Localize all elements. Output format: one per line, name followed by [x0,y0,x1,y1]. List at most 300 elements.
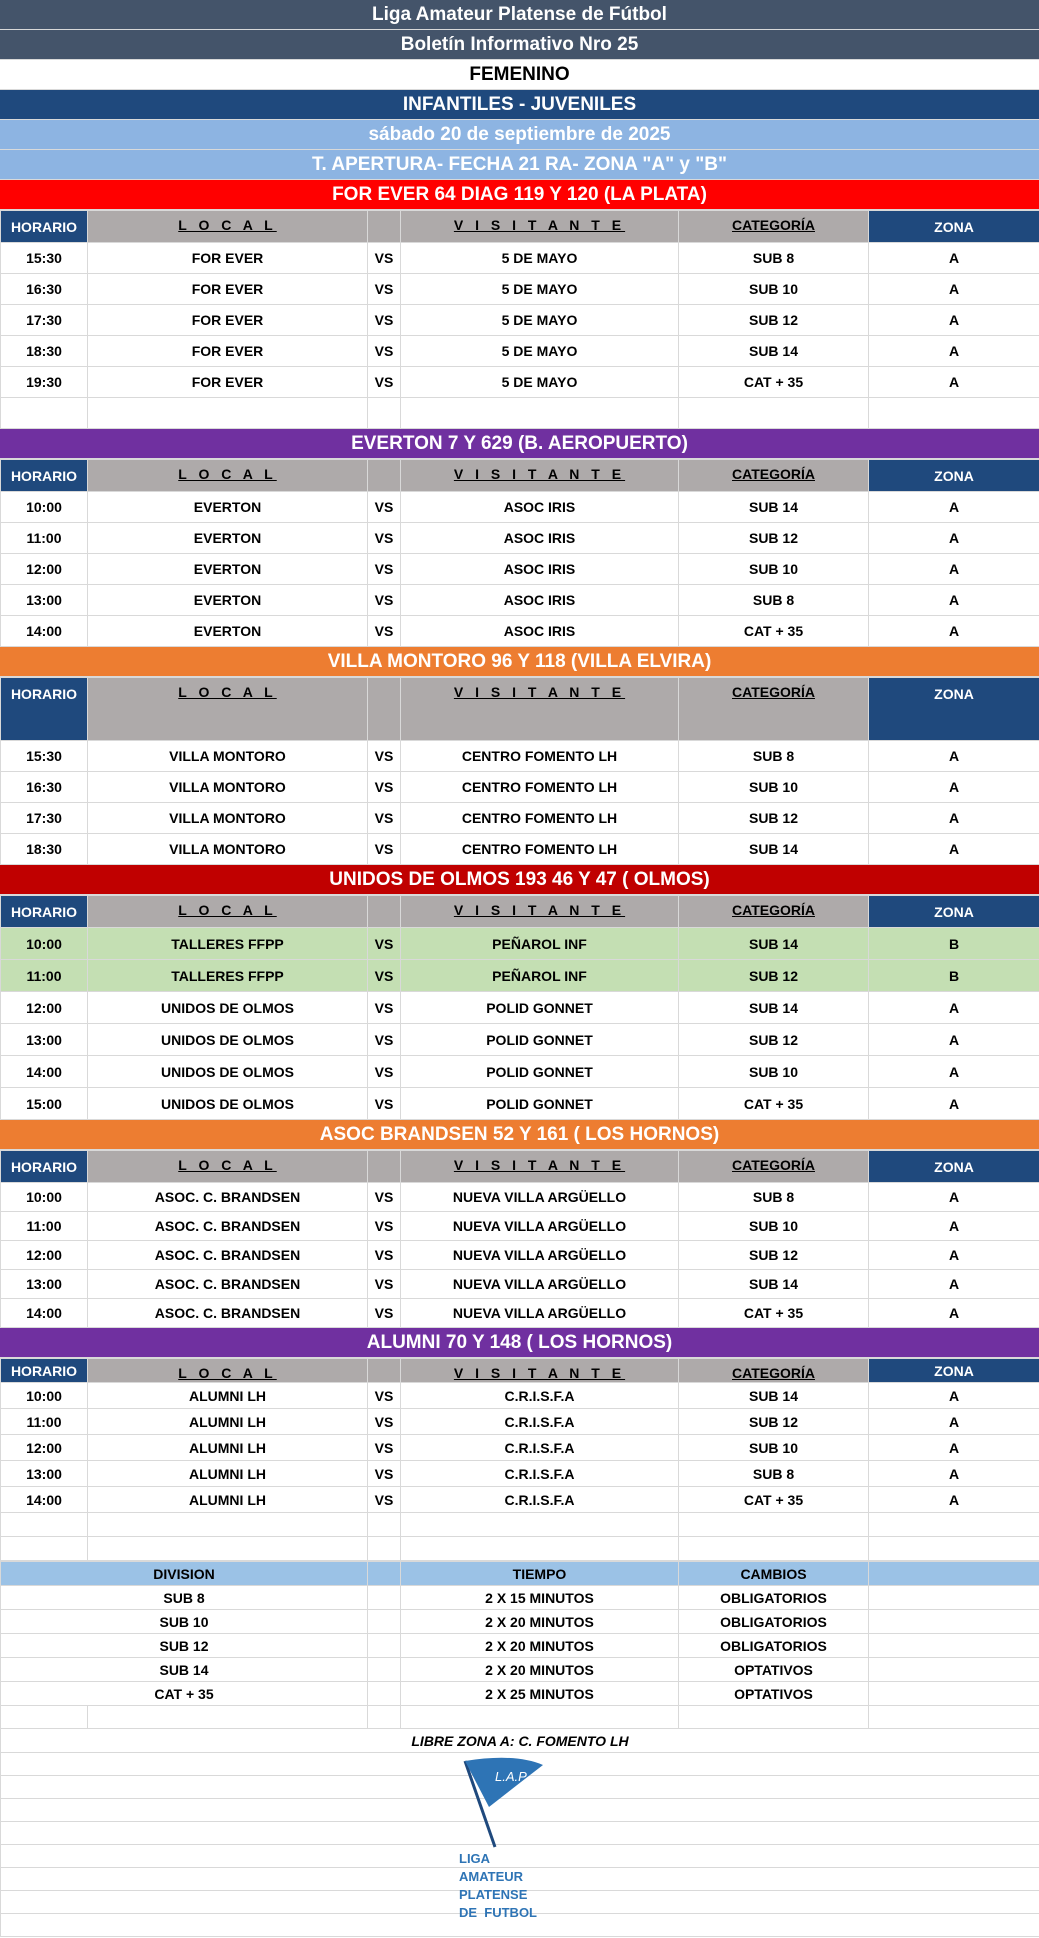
match-time: 19:30 [1,367,88,398]
match-time: 10:00 [1,492,88,523]
logo-text [459,1850,537,1922]
match-row [1,1487,1039,1513]
match-visitor: 5 DE MAYO [401,367,679,398]
match-visitor: CENTRO FOMENTO LH [401,834,679,865]
match-vs: VS [368,336,401,367]
blank-row [1,1706,1039,1729]
round-label: T. APERTURA- FECHA 21 RA- ZONA "A" y "B" [0,150,1039,180]
match-time: 10:00 [1,1183,88,1212]
match-row [1,1241,1039,1270]
category-label: INFANTILES - JUVENILES [0,90,1039,120]
match-visitor: ASOC IRIS [401,554,679,585]
match-visitor: POLID GONNET [401,1088,679,1120]
fixture-header-row [1,211,1039,243]
match-vs: VS [368,1088,401,1120]
match-vs: VS [368,992,401,1024]
date-label: sábado 20 de septiembre de 2025 [0,120,1039,150]
match-row [1,305,1039,336]
match-visitor: CENTRO FOMENTO LH [401,772,679,803]
summary-row [1,1610,1039,1634]
categoria-header-label: CATEGORÍA [732,1157,815,1173]
match-row [1,492,1039,523]
summary-cambios: OBLIGATORIOS [679,1586,869,1610]
match-time: 15:00 [1,1088,88,1120]
match-zone: B [869,928,1039,960]
match-local: ASOC. C. BRANDSEN [88,1212,368,1241]
fixture-table [0,1150,1039,1328]
match-time: 16:30 [1,274,88,305]
match-visitor: C.R.I.S.F.A [401,1435,679,1461]
vs-header [368,460,401,492]
visitante-header-label: V I S I T A N T E [453,1365,626,1381]
match-local: ASOC. C. BRANDSEN [88,1270,368,1299]
match-zone: A [869,554,1039,585]
match-time: 11:00 [1,523,88,554]
vs-header [368,1359,401,1383]
summary-division: SUB 10 [1,1610,368,1634]
match-visitor: ASOC IRIS [401,585,679,616]
match-local: ALUMNI LH [88,1409,368,1435]
match-row [1,554,1039,585]
match-visitor: 5 DE MAYO [401,274,679,305]
match-vs: VS [368,1183,401,1212]
match-zone: A [869,274,1039,305]
horario-header: HORARIO [1,460,88,492]
categoria-header [679,211,869,243]
match-category: SUB 8 [679,585,869,616]
summary-tiempo: 2 X 15 MINUTOS [401,1586,679,1610]
logo-line: LIGA [459,1851,491,1866]
match-vs: VS [368,1056,401,1088]
match-zone: B [869,960,1039,992]
match-local: ALUMNI LH [88,1435,368,1461]
match-time: 10:00 [1,1383,88,1409]
match-category: CAT + 35 [679,1299,869,1328]
match-time: 13:00 [1,585,88,616]
match-zone: A [869,1299,1039,1328]
venue-title: EVERTON 7 Y 629 (B. AEROPUERTO) [0,429,1039,459]
match-vs: VS [368,1383,401,1409]
categoria-header [679,896,869,928]
local-header [88,211,368,243]
match-time: 11:00 [1,1212,88,1241]
match-category: SUB 10 [679,1056,869,1088]
venue-title: VILLA MONTORO 96 Y 118 (VILLA ELVIRA) [0,647,1039,677]
match-vs: VS [368,1461,401,1487]
visitante-header-label: V I S I T A N T E [453,1157,626,1173]
logo-line: DE FUTBOL [459,1905,537,1920]
match-vs: VS [368,834,401,865]
summary-header-row [1,1562,1039,1586]
match-row [1,992,1039,1024]
match-local: UNIDOS DE OLMOS [88,1088,368,1120]
match-visitor: PEÑAROL INF [401,928,679,960]
visitante-header-label: V I S I T A N T E [453,902,626,918]
match-row [1,1383,1039,1409]
match-zone: A [869,243,1039,274]
match-visitor: 5 DE MAYO [401,243,679,274]
match-local: FOR EVER [88,243,368,274]
categoria-header [679,1151,869,1183]
match-vs: VS [368,305,401,336]
match-time: 14:00 [1,1487,88,1513]
match-row [1,834,1039,865]
match-row [1,274,1039,305]
match-category: SUB 8 [679,741,869,772]
match-row [1,1088,1039,1120]
local-header [88,678,368,741]
match-time: 18:30 [1,834,88,865]
match-local: ASOC. C. BRANDSEN [88,1183,368,1212]
match-visitor: C.R.I.S.F.A [401,1487,679,1513]
match-zone: A [869,367,1039,398]
match-time: 13:00 [1,1270,88,1299]
venue-title: ASOC BRANDSEN 52 Y 161 ( LOS HORNOS) [0,1120,1039,1150]
match-local: ALUMNI LH [88,1487,368,1513]
match-zone: A [869,992,1039,1024]
fixture-header-row [1,1151,1039,1183]
bulletin-subtitle: Boletín Informativo Nro 25 [0,30,1039,60]
match-visitor: POLID GONNET [401,1056,679,1088]
horario-header: HORARIO [1,896,88,928]
summary-tiempo: 2 X 25 MINUTOS [401,1682,679,1706]
visitante-header-label: V I S I T A N T E [453,466,626,482]
venue-title: UNIDOS DE OLMOS 193 46 Y 47 ( OLMOS) [0,865,1039,895]
match-local: VILLA MONTORO [88,803,368,834]
match-time: 18:30 [1,336,88,367]
blank-row [1,1513,1039,1537]
match-visitor: ASOC IRIS [401,492,679,523]
fixture-table [0,677,1039,865]
match-category: SUB 14 [679,1270,869,1299]
cambios-header: CAMBIOS [679,1562,869,1586]
summary-row [1,1658,1039,1682]
tiempo-header: TIEMPO [401,1562,679,1586]
match-category: SUB 12 [679,523,869,554]
match-row [1,1299,1039,1328]
match-local: EVERTON [88,492,368,523]
categoria-header-label: CATEGORÍA [732,217,815,233]
match-category: SUB 10 [679,274,869,305]
match-zone: A [869,1212,1039,1241]
fixture-header-row [1,460,1039,492]
match-vs: VS [368,1241,401,1270]
match-category: SUB 8 [679,1183,869,1212]
match-category: SUB 12 [679,1409,869,1435]
match-row [1,367,1039,398]
match-time: 12:00 [1,1241,88,1270]
match-visitor: NUEVA VILLA ARGÜELLO [401,1241,679,1270]
match-local: ALUMNI LH [88,1383,368,1409]
visitante-header-label: V I S I T A N T E [453,217,626,233]
venues-container [0,180,1039,1561]
match-zone: A [869,616,1039,647]
zona-header: ZONA [869,1359,1039,1383]
match-zone: A [869,1461,1039,1487]
match-time: 11:00 [1,960,88,992]
pennant-flag-icon [455,1755,565,1855]
categoria-header [679,460,869,492]
match-vs: VS [368,1409,401,1435]
summary-cambios: OPTATIVOS [679,1682,869,1706]
match-vs: VS [368,1487,401,1513]
fixture-table [0,895,1039,1120]
free-team-note: LIBRE ZONA A: C. FOMENTO LH [1,1729,1039,1753]
local-header-label: L O C A L [178,902,277,918]
categoria-header [679,678,869,741]
match-row [1,243,1039,274]
match-row [1,1409,1039,1435]
match-category: CAT + 35 [679,616,869,647]
match-time: 14:00 [1,1056,88,1088]
summary-division: SUB 12 [1,1634,368,1658]
match-vs: VS [368,274,401,305]
match-local: EVERTON [88,523,368,554]
match-vs: VS [368,1024,401,1056]
fixture-table [0,459,1039,647]
local-header-label: L O C A L [178,466,277,482]
match-row [1,1270,1039,1299]
match-row [1,772,1039,803]
match-row [1,585,1039,616]
note-row [1,1729,1039,1753]
match-zone: A [869,1024,1039,1056]
match-zone: A [869,492,1039,523]
summary-cambios: OBLIGATORIOS [679,1610,869,1634]
summary-division: SUB 14 [1,1658,368,1682]
match-visitor: 5 DE MAYO [401,336,679,367]
match-row [1,1024,1039,1056]
match-category: SUB 12 [679,305,869,336]
match-zone: A [869,1056,1039,1088]
summary-division: SUB 8 [1,1586,368,1610]
match-visitor: PEÑAROL INF [401,960,679,992]
match-vs: VS [368,554,401,585]
match-visitor: NUEVA VILLA ARGÜELLO [401,1299,679,1328]
match-category: SUB 14 [679,928,869,960]
zona-header: ZONA [869,678,1039,741]
categoria-header-label: CATEGORÍA [732,902,815,918]
match-local: FOR EVER [88,336,368,367]
horario-header: HORARIO [1,1359,88,1383]
match-local: UNIDOS DE OLMOS [88,992,368,1024]
match-visitor: POLID GONNET [401,992,679,1024]
match-category: CAT + 35 [679,1487,869,1513]
categoria-header [679,1359,869,1383]
summary-row [1,1682,1039,1706]
local-header [88,1151,368,1183]
match-vs: VS [368,803,401,834]
match-row [1,1212,1039,1241]
horario-header: HORARIO [1,1151,88,1183]
match-vs: VS [368,960,401,992]
visitante-header [401,896,679,928]
blank-row [1,1537,1039,1561]
match-local: VILLA MONTORO [88,772,368,803]
match-local: EVERTON [88,585,368,616]
zona-header: ZONA [869,211,1039,243]
match-row [1,1056,1039,1088]
match-zone: A [869,1088,1039,1120]
match-row [1,960,1039,992]
match-time: 15:30 [1,741,88,772]
logo-line: PLATENSE [459,1887,528,1902]
match-row [1,1435,1039,1461]
venue-title: FOR EVER 64 DIAG 119 Y 120 (LA PLATA) [0,180,1039,210]
match-vs: VS [368,772,401,803]
match-category: SUB 8 [679,243,869,274]
visitante-header [401,460,679,492]
league-logo [455,1755,565,1920]
summary-row [1,1586,1039,1610]
match-row [1,1183,1039,1212]
match-vs: VS [368,1270,401,1299]
summary-cambios: OBLIGATORIOS [679,1634,869,1658]
zona-header: ZONA [869,1151,1039,1183]
match-category: SUB 10 [679,1435,869,1461]
vs-header [368,896,401,928]
match-category: SUB 14 [679,834,869,865]
visitante-header [401,678,679,741]
venue-title: ALUMNI 70 Y 148 ( LOS HORNOS) [0,1328,1039,1358]
match-zone: A [869,336,1039,367]
match-local: FOR EVER [88,305,368,336]
match-category: CAT + 35 [679,1088,869,1120]
match-local: VILLA MONTORO [88,741,368,772]
zona-header: ZONA [869,460,1039,492]
match-vs: VS [368,1212,401,1241]
match-local: FOR EVER [88,367,368,398]
match-vs: VS [368,492,401,523]
summary-division: CAT + 35 [1,1682,368,1706]
local-header [88,460,368,492]
local-header-label: L O C A L [178,217,277,233]
match-time: 16:30 [1,772,88,803]
match-category: SUB 14 [679,336,869,367]
match-visitor: NUEVA VILLA ARGÜELLO [401,1212,679,1241]
visitante-header [401,211,679,243]
match-time: 12:00 [1,554,88,585]
logo-line: AMATEUR [459,1869,524,1884]
match-time: 13:00 [1,1461,88,1487]
match-visitor: C.R.I.S.F.A [401,1461,679,1487]
match-time: 12:00 [1,992,88,1024]
fixture-header-row [1,896,1039,928]
match-zone: A [869,803,1039,834]
summary-cambios: OPTATIVOS [679,1658,869,1682]
match-zone: A [869,1435,1039,1461]
match-row [1,928,1039,960]
local-header [88,1359,368,1383]
match-local: ALUMNI LH [88,1461,368,1487]
vs-header [368,1151,401,1183]
match-category: SUB 10 [679,1212,869,1241]
categoria-header-label: CATEGORÍA [732,1365,815,1381]
match-category: SUB 10 [679,772,869,803]
match-category: SUB 8 [679,1461,869,1487]
match-category: CAT + 35 [679,367,869,398]
match-row [1,336,1039,367]
fixture-header-row [1,678,1039,741]
match-local: UNIDOS DE OLMOS [88,1056,368,1088]
categoria-header-label: CATEGORÍA [732,684,815,700]
local-header-label: L O C A L [178,684,277,700]
league-title: Liga Amateur Platense de Fútbol [0,0,1039,30]
match-vs: VS [368,585,401,616]
match-vs: VS [368,616,401,647]
match-visitor: NUEVA VILLA ARGÜELLO [401,1183,679,1212]
match-vs: VS [368,928,401,960]
match-time: 17:30 [1,305,88,336]
match-row [1,1461,1039,1487]
local-header-label: L O C A L [178,1157,277,1173]
vs-header [368,211,401,243]
horario-header: HORARIO [1,211,88,243]
match-time: 15:30 [1,243,88,274]
match-zone: A [869,1383,1039,1409]
match-zone: A [869,741,1039,772]
match-vs: VS [368,741,401,772]
zona-header: ZONA [869,896,1039,928]
gender-label: FEMENINO [0,60,1039,90]
match-category: SUB 12 [679,1024,869,1056]
match-row [1,523,1039,554]
match-visitor: C.R.I.S.F.A [401,1383,679,1409]
match-zone: A [869,1270,1039,1299]
match-zone: A [869,1183,1039,1212]
horario-header: HORARIO [1,678,88,741]
visitante-header [401,1359,679,1383]
match-time: 14:00 [1,1299,88,1328]
match-time: 17:30 [1,803,88,834]
match-zone: A [869,1241,1039,1270]
summary-tiempo: 2 X 20 MINUTOS [401,1634,679,1658]
match-time: 10:00 [1,928,88,960]
local-header [88,896,368,928]
summary-tiempo: 2 X 20 MINUTOS [401,1610,679,1634]
match-time: 12:00 [1,1435,88,1461]
match-local: EVERTON [88,554,368,585]
match-visitor: ASOC IRIS [401,523,679,554]
match-visitor: ASOC IRIS [401,616,679,647]
match-local: UNIDOS DE OLMOS [88,1024,368,1056]
match-category: SUB 14 [679,992,869,1024]
match-row [1,616,1039,647]
fixture-table [0,210,1039,429]
match-zone: A [869,1487,1039,1513]
match-vs: VS [368,1435,401,1461]
match-zone: A [869,834,1039,865]
visitante-header [401,1151,679,1183]
match-visitor: CENTRO FOMENTO LH [401,803,679,834]
match-row [1,803,1039,834]
match-zone: A [869,772,1039,803]
visitante-header-label: V I S I T A N T E [453,684,626,700]
match-local: TALLERES FFPP [88,960,368,992]
match-zone: A [869,305,1039,336]
match-vs: VS [368,1299,401,1328]
match-visitor: POLID GONNET [401,1024,679,1056]
logo-flag-text: L.A.P. [495,1769,529,1784]
match-local: ASOC. C. BRANDSEN [88,1299,368,1328]
match-local: TALLERES FFPP [88,928,368,960]
blank-row [1,398,1039,429]
summary-row [1,1634,1039,1658]
summary-tiempo: 2 X 20 MINUTOS [401,1658,679,1682]
vs-header [368,678,401,741]
match-time: 13:00 [1,1024,88,1056]
match-category: SUB 12 [679,1241,869,1270]
